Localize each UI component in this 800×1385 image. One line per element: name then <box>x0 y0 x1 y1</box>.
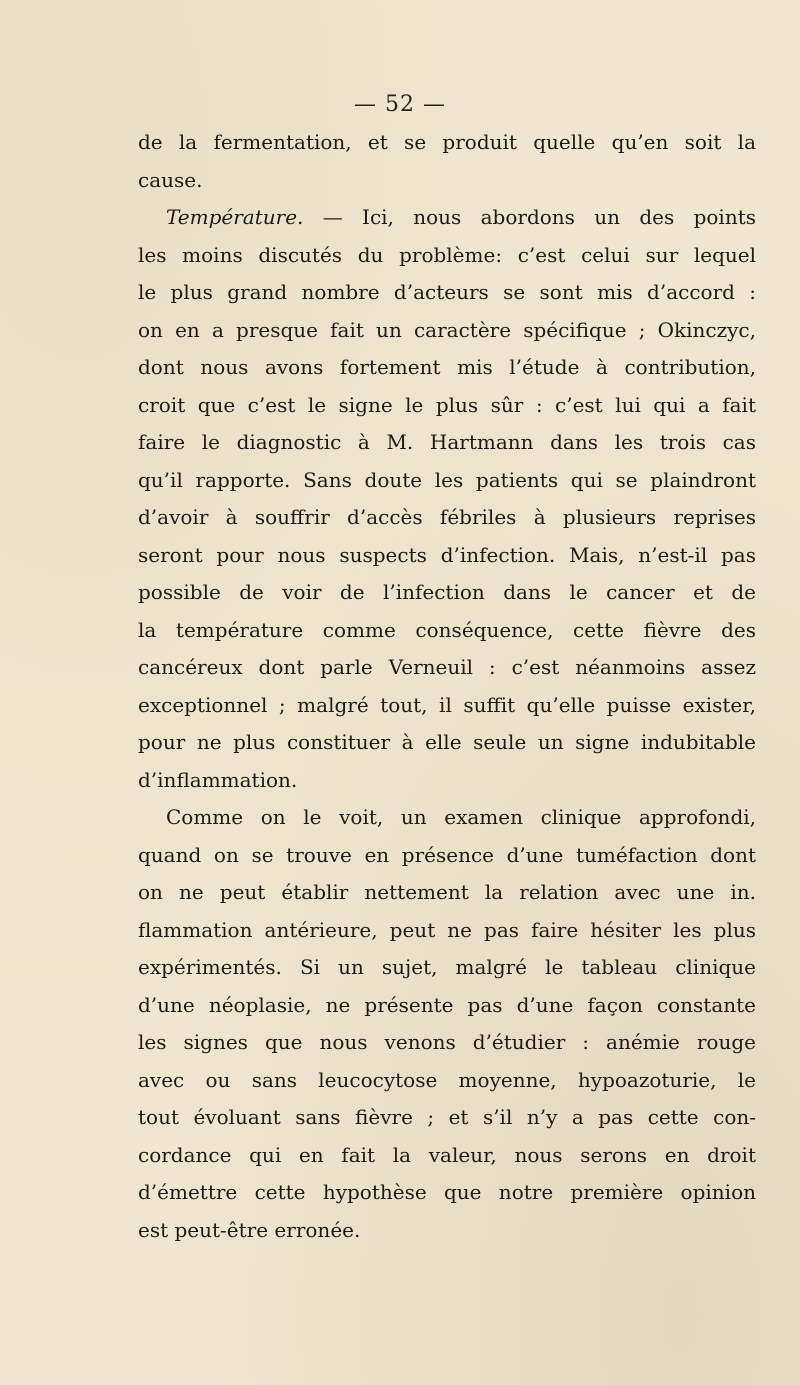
text-line: d’une néoplasie, ne présente pas d’une façon constante <box>138 992 756 1017</box>
text-line: possible de voir de l’infection dans le cancer et de <box>138 580 756 604</box>
text-line: de la fermentation, et se produit quelle qu’en soit la <box>138 130 756 154</box>
text-line: les signes que nous venons d’étudier : anémie rouge <box>138 1030 756 1054</box>
text-line: cordance qui en fait la valeur, nous serons en droit <box>138 1142 756 1167</box>
text-line: pour ne plus constituer à elle seule un signe indubitable <box>138 730 756 754</box>
text-line: cancéreux dont parle Verneuil : c’est néanmoins assez <box>138 655 756 679</box>
text-line: on en a presque fait un caractère spécifique ; Okinczyc, <box>138 317 756 342</box>
text-line: est peut-être erronée. <box>138 1217 361 1242</box>
text-line: cause. <box>138 167 203 192</box>
text-line: le plus grand nombre d’acteurs se sont mis d’accord : <box>138 280 756 304</box>
text-line-heading <box>138 199 756 237</box>
text-line: les moins discutés du problème: c’est celui sur lequel <box>138 242 756 267</box>
text-line: expérimentés. Si un sujet, malgré le tableau clinique <box>138 955 756 979</box>
text-line: faire le diagnostic à M. Hartmann dans les trois cas <box>138 430 756 454</box>
text-line: Comme on le voit, un examen clinique approfondi, <box>166 805 756 829</box>
text-line: d’avoir à souffrir d’accès fébriles à plusieurs reprises <box>138 505 756 529</box>
text-line: quand on se trouve en présence d’une tuméfaction dont <box>138 842 756 867</box>
text-line: on ne peut établir nettement la relation avec une in. <box>138 880 756 904</box>
text-fragment: — Ici, nous abordons un des points <box>303 205 756 229</box>
text-line: flammation antérieure, peut ne pas faire hésiter les plus <box>138 917 756 942</box>
text-line: exceptionnel ; malgré tout, il suffit qu’elle puisse exister, <box>138 692 756 717</box>
text-line: la température comme conséquence, cette fièvre des <box>138 617 756 642</box>
text-line: tout évoluant sans fièvre ; et s’il n’y a pas cette con- <box>138 1105 756 1129</box>
text-line: d’inflammation. <box>138 767 298 792</box>
text-body <box>138 124 756 1249</box>
text-line: qu’il rapporte. Sans doute les patients qui se plaindront <box>138 467 756 492</box>
text-line: avec ou sans leucocytose moyenne, hypoazoturie, le <box>138 1067 756 1092</box>
text-line: dont nous avons fortement mis l’étude à contribution, <box>138 355 756 379</box>
text-line: d’émettre cette hypothèse que notre première opinion <box>138 1180 756 1204</box>
text-line: seront pour nous suspects d’infection. Mais, n’est-il pas <box>138 542 756 567</box>
text-line: croit que c’est le signe le plus sûr : c’est lui qui a fait <box>138 392 756 417</box>
page-number: — 52 — <box>354 92 446 117</box>
section-heading: Température. <box>166 205 304 229</box>
